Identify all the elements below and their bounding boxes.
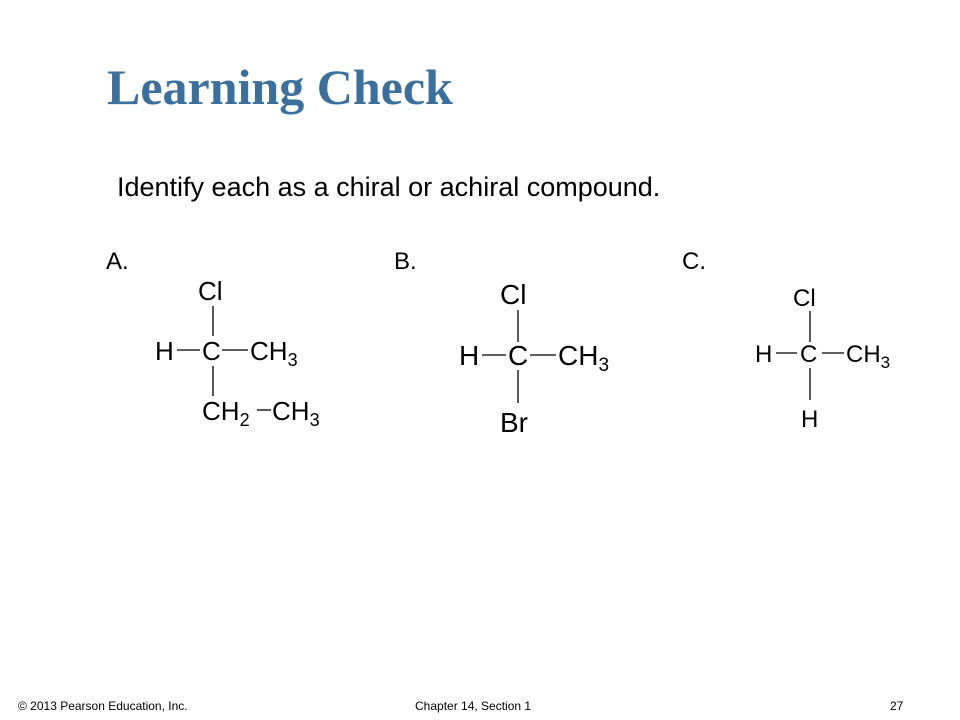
molecule-b-left-atom: H bbox=[459, 340, 480, 371]
option-a-label: A. bbox=[106, 248, 129, 275]
molecule-a-top-atom: Cl bbox=[198, 276, 223, 306]
option-b-label: B. bbox=[394, 248, 417, 275]
molecule-a-right-group: $CH_3$ bbox=[250, 336, 298, 370]
molecule-c-center-atom: C bbox=[800, 341, 818, 368]
molecule-a-left-atom: H bbox=[155, 336, 174, 366]
molecule-a-center-atom: C bbox=[202, 336, 221, 366]
molecule-b-structure bbox=[440, 270, 640, 440]
question-prompt: Identify each as a chiral or achiral compound. bbox=[117, 172, 661, 202]
molecule-c-left-atom: H bbox=[755, 341, 773, 368]
footer-copyright: © 2013 Pearson Education, Inc. bbox=[18, 699, 188, 713]
molecule-b-center-atom: C bbox=[508, 340, 529, 371]
molecule-a-bottom-group: $CH_2$ bbox=[202, 396, 250, 430]
footer-page-number: 27 bbox=[890, 699, 904, 713]
molecule-b-bottom-atom: Br bbox=[500, 407, 528, 438]
molecule-c-structure bbox=[740, 270, 920, 440]
molecule-c-top-atom: Cl bbox=[793, 285, 816, 312]
molecule-b-top-atom: Cl bbox=[500, 279, 527, 310]
molecule-b-right-group: $CH_3$ bbox=[558, 340, 610, 376]
footer-chapter: Chapter 14, Section 1 bbox=[415, 699, 532, 713]
option-c-label: C. bbox=[682, 248, 706, 275]
molecule-a-structure bbox=[140, 270, 360, 440]
molecule-c-right-group: $CH_3$ bbox=[846, 341, 891, 372]
molecule-a-bottom-right-group: $CH_3$ bbox=[272, 396, 320, 430]
molecule-c-bottom-atom: H bbox=[801, 406, 819, 433]
slide-title: Learning Check bbox=[107, 59, 453, 115]
